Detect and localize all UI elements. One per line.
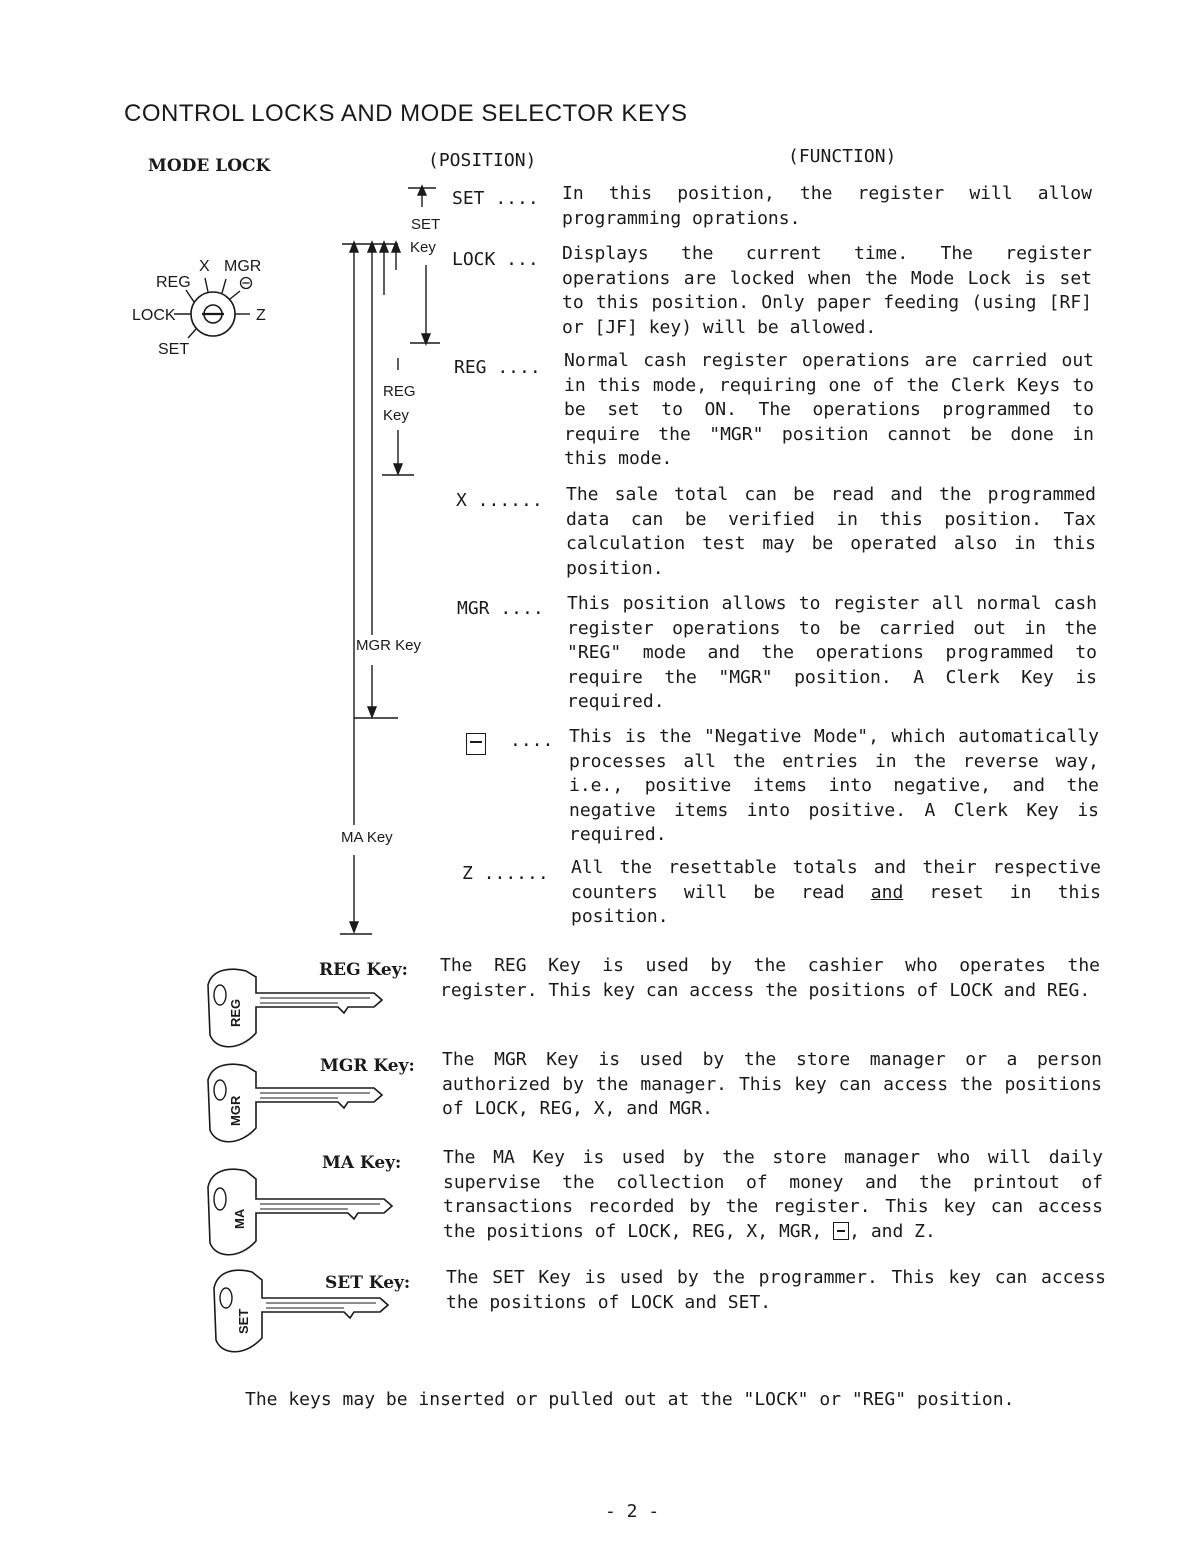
function-mgr: This position allows to register all normal cash register operations to be carried out in the "REG" mode and the operations programmed to require the "MGR" position. A Clerk Key is required. (567, 593, 1097, 712)
negative-mode-icon (466, 733, 486, 757)
dial-label-reg: REG (156, 274, 191, 291)
function-reg: Normal cash register operations are carried out in this mode, requiring one of the Clerk Keys to be set to ON. The operations programmed to require the "MGR" position cannot be done in this mode. (564, 350, 1094, 469)
function-negative: This is the "Negative Mode", which automatically processes all the entries in the reverse way, i.e., positive items into negative, and the negative items into positive. A Clerk Key is required. (569, 726, 1099, 845)
position-x: X ...... (456, 490, 543, 511)
dial-label-x: X (199, 258, 210, 275)
mode-lock-dial (128, 250, 278, 360)
ma-key-description: The MA Key is used by the store manager who will daily supervise the collection of money and the printout of transactions recorded by the register. This key can access the positions of LOCK, REG, X, MGR, , and Z. (443, 1147, 1103, 1242)
position-column-header: (POSITION) (428, 150, 537, 171)
mgr-key-label: MGR Key: (320, 1056, 415, 1076)
set-key-label: SET Key: (325, 1273, 411, 1293)
negative-mode-icon-inline (833, 1222, 849, 1240)
position-set: SET .... (452, 188, 539, 209)
position-negative: .... (510, 730, 554, 751)
set-key-description: The SET Key is used by the programmer. This key can access the positions of LOCK and SET. (446, 1267, 1106, 1313)
ma-key-illustration (198, 1165, 398, 1265)
function-set: In this position, the register will allow programming oprations. (562, 183, 1092, 229)
page-number: - 2 - (605, 1501, 660, 1522)
function-z: All the resettable totals and their respective counters will be read and reset in this position. (571, 857, 1102, 927)
reg-key-label-line1: REG (383, 383, 416, 400)
dial-label-z: Z (256, 307, 266, 324)
reg-key-stamp: REG (228, 998, 243, 1027)
dial-label-lock: LOCK (132, 307, 176, 324)
function-lock: Displays the current time. The register operations are locked when the Mode Lock is set to this position. Only paper feeding (using [RF] or [JF] key) will be allowed. (562, 243, 1092, 338)
ma-key-label: MA Key: (322, 1153, 402, 1173)
set-key-stamp: SET (236, 1308, 251, 1334)
dial-label-mgr: MGR (224, 258, 262, 275)
page-title: CONTROL LOCKS AND MODE SELECTOR KEYS (124, 100, 688, 127)
reg-key-description: The REG Key is used by the cashier who operates the register. This key can access the positions of LOCK and REG. (440, 955, 1100, 1001)
function-column-header: (FUNCTION) (788, 146, 897, 167)
dial-label-set: SET (158, 341, 190, 358)
reg-key-label: REG Key: (319, 960, 408, 980)
position-z: Z ...... (462, 863, 549, 884)
ma-key-bracket-label: MA Key (341, 829, 393, 846)
footer-note: The keys may be inserted or pulled out at the "LOCK" or "REG" position. (245, 1389, 1015, 1410)
position-lock: LOCK ... (452, 249, 539, 270)
function-x: The sale total can be read and the programmed data can be verified in this position. Tax calculation test may be operated also in this position. (566, 484, 1096, 579)
mgr-key-description: The MGR Key is used by the store manager or a person authorized by the manager. This key can access the positions of LOCK, REG, X, and MGR. (442, 1049, 1102, 1119)
mgr-key-bracket-label: MGR Key (356, 637, 422, 654)
mode-lock-heading: MODE LOCK (148, 156, 271, 176)
key-access-brackets (330, 180, 450, 940)
set-key-label-line2: Key (410, 239, 436, 256)
set-key-label-line1: SET (411, 216, 441, 233)
reg-key-label-line2: Key (383, 407, 409, 424)
position-reg: REG .... (454, 357, 541, 378)
mgr-key-stamp: MGR (228, 1095, 243, 1126)
underlined-and: and (870, 881, 904, 903)
ma-key-stamp: MA (232, 1208, 247, 1229)
position-mgr: MGR .... (457, 598, 544, 619)
